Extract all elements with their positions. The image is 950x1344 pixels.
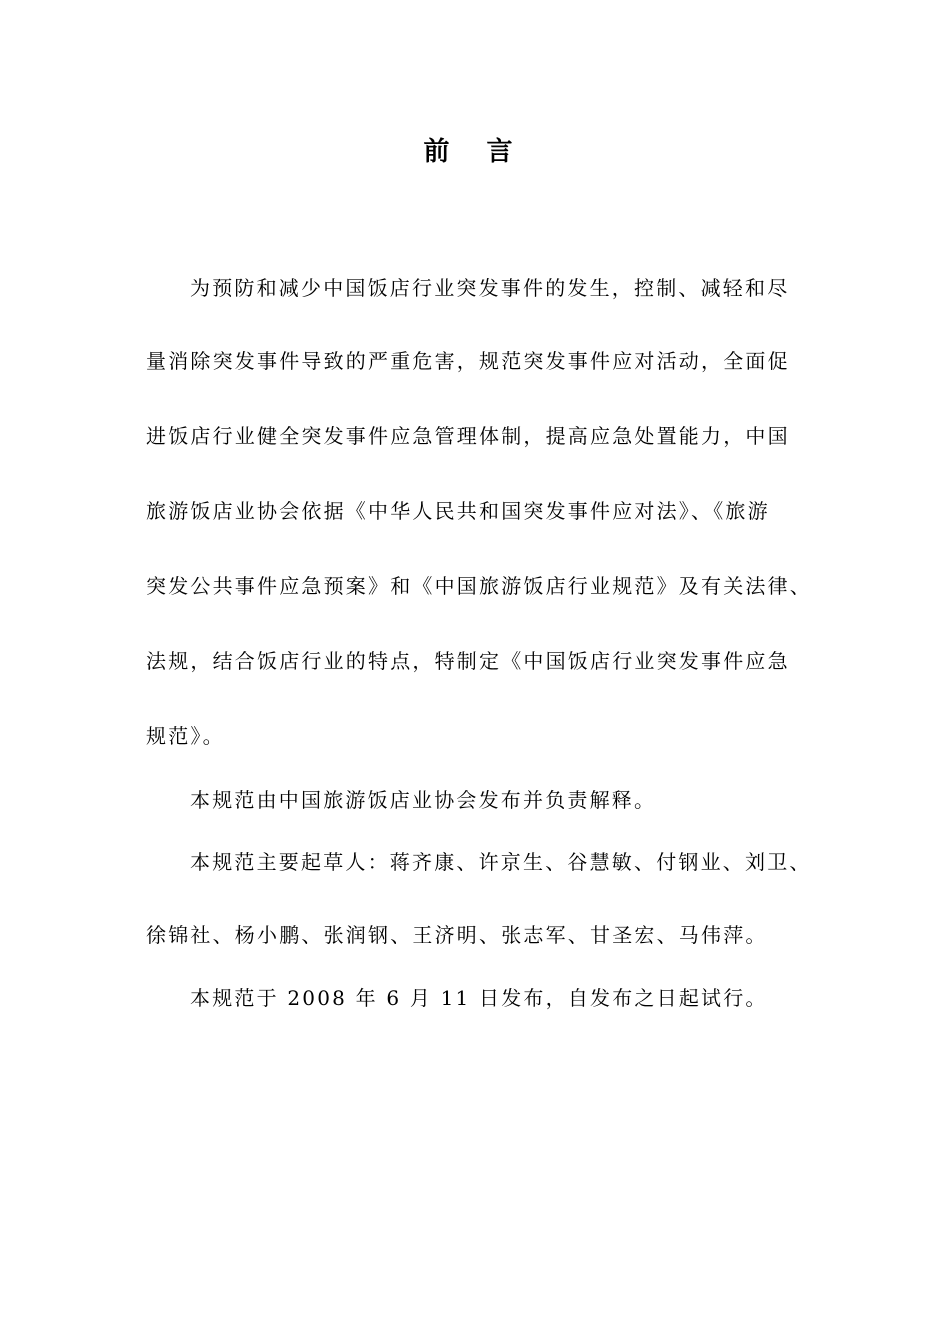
paragraph-1-line-6: 法规，结合饭店行业的特点，特制定《中国饭店行业突发事件应急 bbox=[146, 649, 790, 673]
paragraph-1-line-3: 进饭店行业健全突发事件应急管理体制，提高应急处置能力，中国 bbox=[146, 424, 790, 448]
paragraph-1-line-1: 为预防和减少中国饭店行业突发事件的发生，控制、减轻和尽 bbox=[190, 276, 790, 300]
paragraph-1-line-4: 旅游饭店业协会依据《中华人民共和国突发事件应对法》、《旅游 bbox=[146, 499, 770, 523]
paragraph-3-line-2: 徐锦社、杨小鹏、张润钢、王济明、张志军、甘圣宏、马伟萍。 bbox=[146, 923, 768, 947]
paragraph-1-line-5: 突发公共事件应急预案》和《中国旅游饭店行业规范》及有关法律、 bbox=[146, 574, 812, 598]
paragraph-2: 本规范由中国旅游饭店业协会发布并负责解释。 bbox=[190, 788, 657, 812]
paragraph-1-line-7: 规范》。 bbox=[146, 724, 225, 748]
page-title: 前 言 bbox=[423, 137, 527, 167]
paragraph-4: 本规范于 2008 年 6 月 11 日发布，自发布之日起试行。 bbox=[190, 986, 768, 1010]
paragraph-1-line-2: 量消除突发事件导致的严重危害，规范突发事件应对活动，全面促 bbox=[146, 349, 790, 373]
paragraph-3-line-1: 本规范主要起草人：蒋齐康、许京生、谷慧敏、付钢业、刘卫、 bbox=[190, 850, 812, 874]
